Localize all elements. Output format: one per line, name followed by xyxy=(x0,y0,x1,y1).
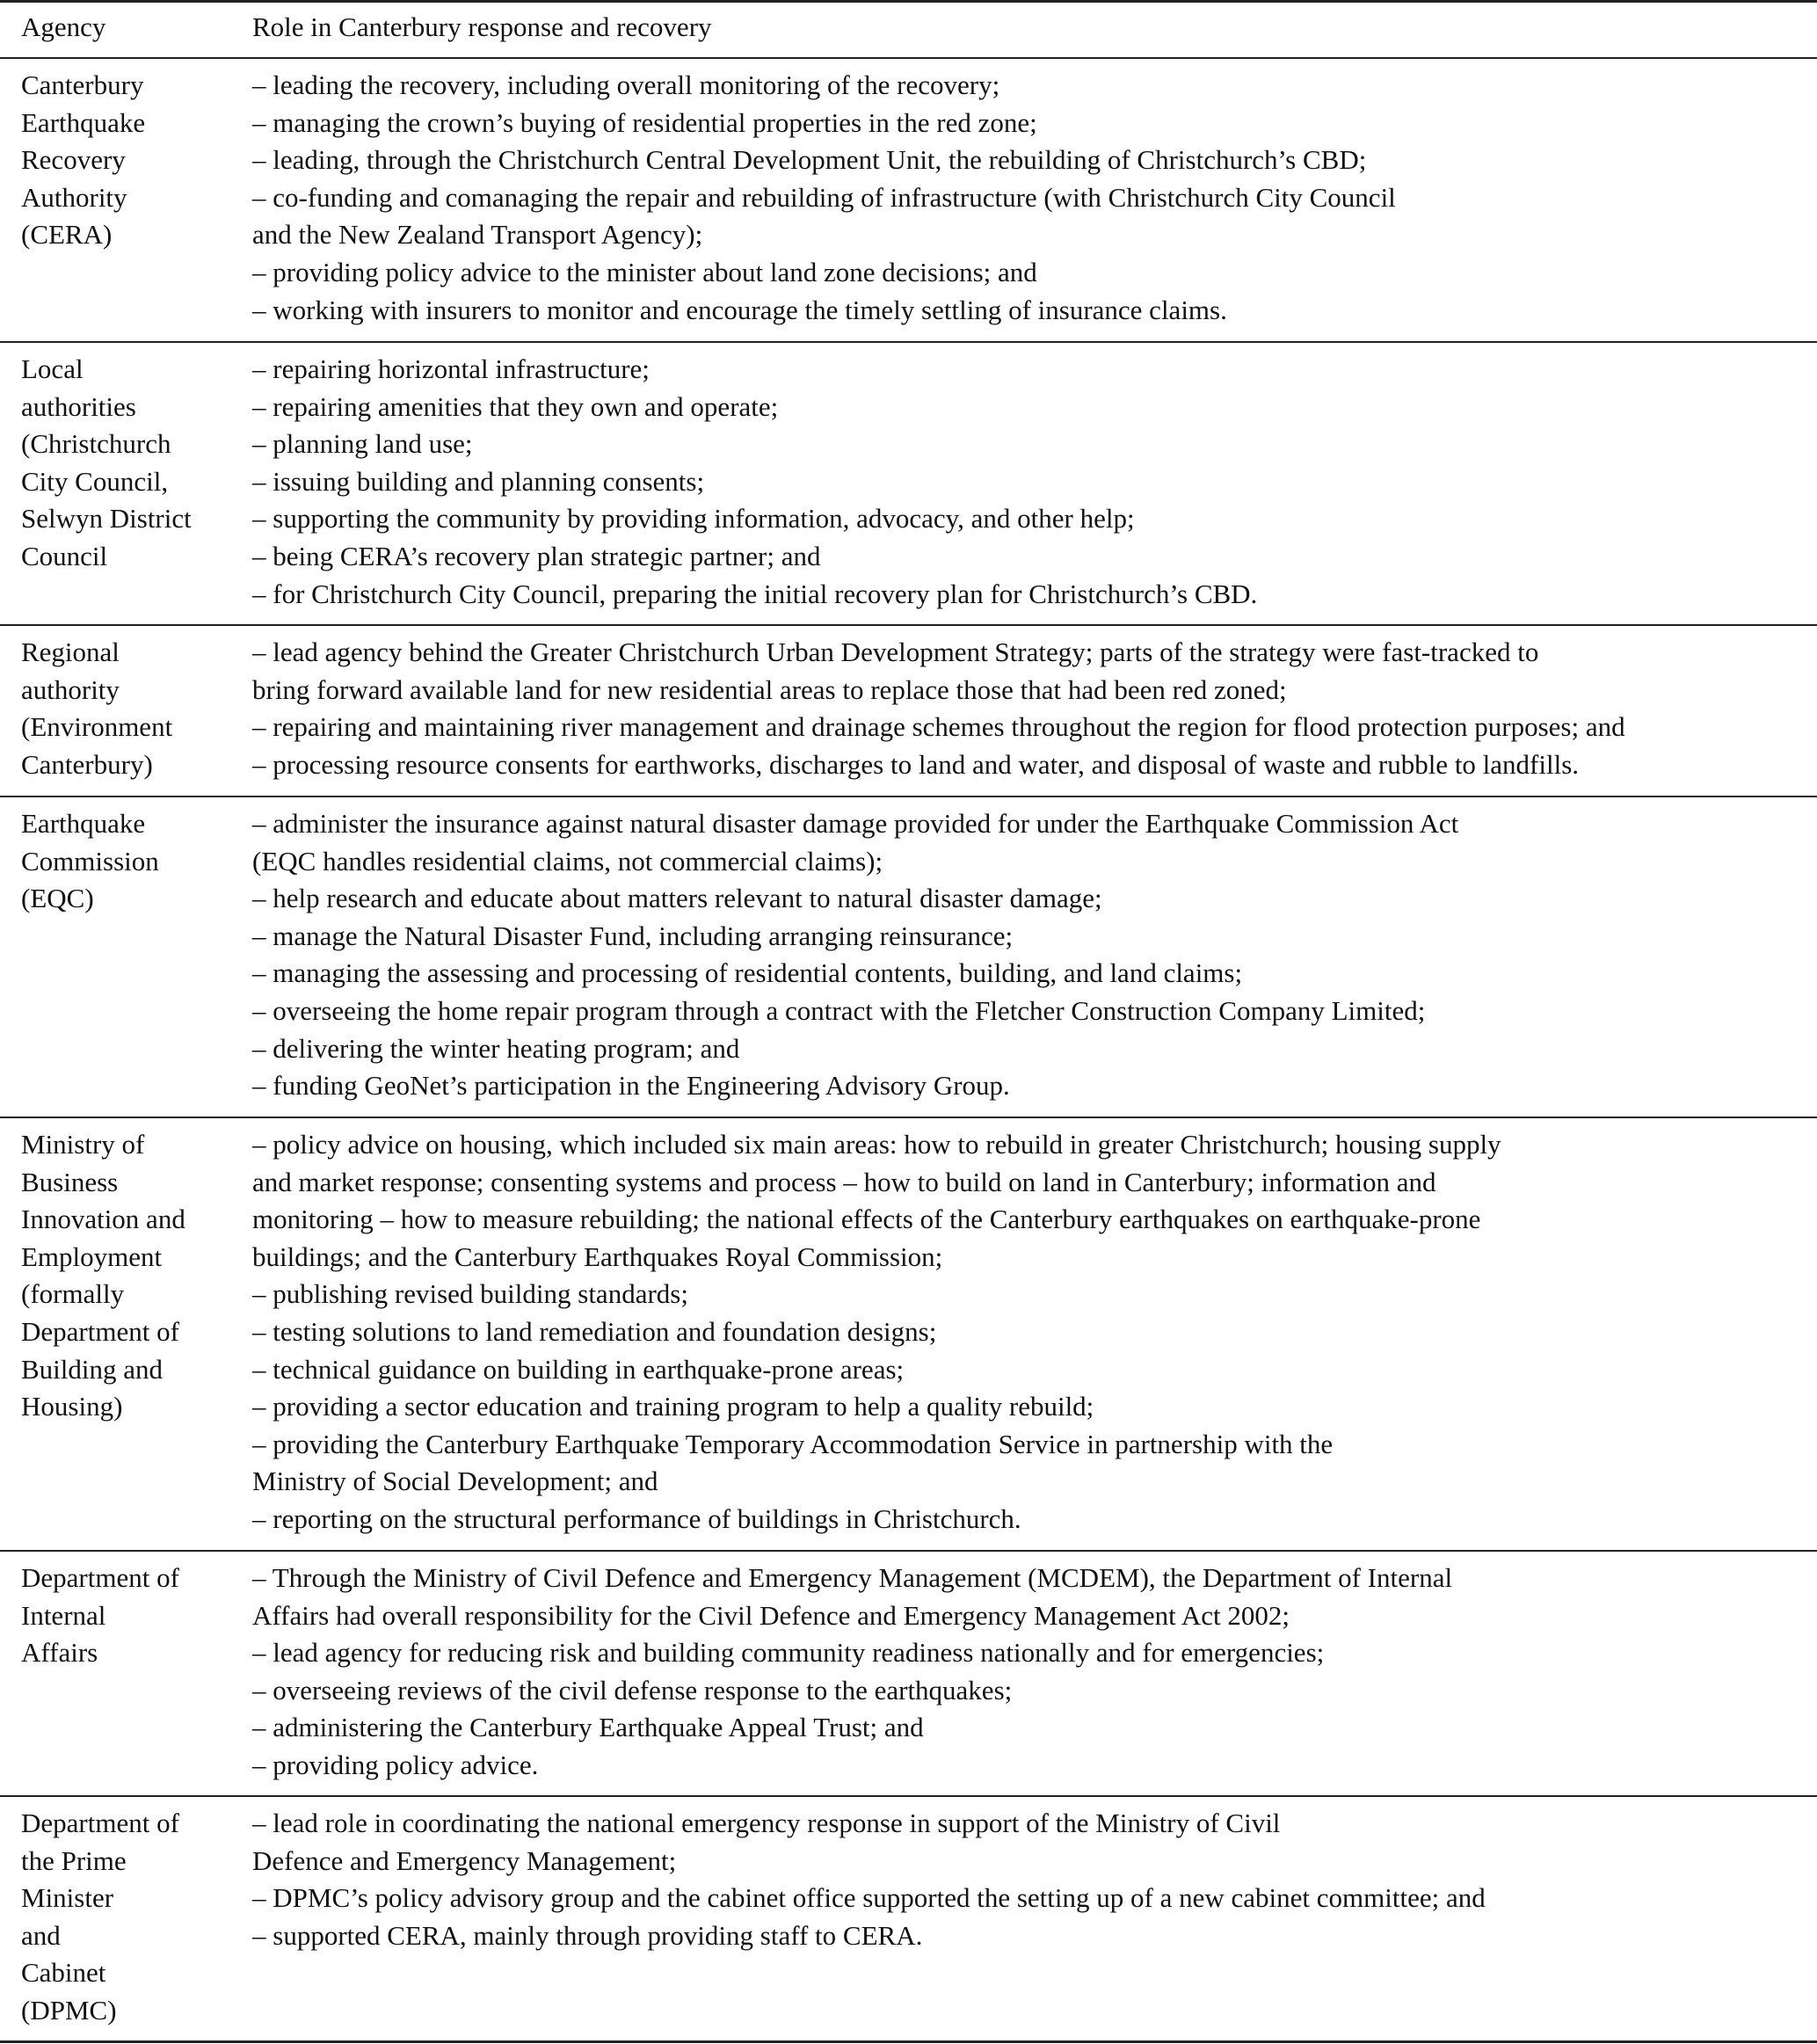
role-line: – providing the Canterbury Earthquake Temporary Accommodation Service in partnership with the xyxy=(252,1428,1334,1459)
agency-line: Regional xyxy=(21,636,120,667)
role-line: – repairing and maintaining river management and drainage schemes throughout the region for flood protection purposes; and xyxy=(252,711,1625,743)
table-row xyxy=(0,797,1817,1117)
agency-cell xyxy=(21,1126,241,1426)
agency-line: (Environment xyxy=(21,711,173,743)
role-line: – policy advice on housing, which included six main areas: how to rebuild in greater Christchurch; housing supply xyxy=(252,1129,1501,1160)
agency-line: Department of xyxy=(21,1562,179,1593)
role-cell xyxy=(252,67,1813,329)
role-line: – leading, through the Christchurch Central Development Unit, the rebuilding of Christchurch’s CBD; xyxy=(252,144,1367,176)
role-line: – lead agency behind the Greater Christchurch Urban Development Strategy; parts of the strategy were fast-tracked to xyxy=(252,636,1539,667)
agency-line: Selwyn District xyxy=(21,503,192,535)
agency-line: Building and xyxy=(21,1353,164,1385)
role-line: – help research and educate about matters relevant to natural disaster damage; xyxy=(252,883,1102,914)
table-row xyxy=(0,1796,1817,2041)
agency-line: Minister xyxy=(21,1882,114,1914)
table-row xyxy=(0,342,1817,625)
role-line: – lead agency for reducing risk and building community readiness nationally and for emergencies; xyxy=(252,1637,1325,1669)
agency-line: (Christchurch xyxy=(21,428,171,460)
agency-line: Authority xyxy=(21,181,127,213)
agency-cell xyxy=(21,67,241,254)
agency-line: Canterbury xyxy=(21,69,144,100)
role-line: – Through the Ministry of Civil Defence and Emergency Management (MCDEM), the Department of Internal xyxy=(252,1562,1453,1593)
role-cell xyxy=(252,1805,1813,1954)
agency-line: Innovation and xyxy=(21,1204,185,1235)
role-line: – publishing revised building standards; xyxy=(252,1278,688,1310)
role-line: – DPMC’s policy advisory group and the cabinet office supported the setting up of a new cabinet committee; and xyxy=(252,1882,1486,1914)
agency-line: and xyxy=(21,1919,61,1951)
role-line: – administering the Canterbury Earthquake Appeal Trust; and xyxy=(252,1712,924,1743)
role-line: Affairs had overall responsibility for the Civil Defence and Emergency Management Act 2002; xyxy=(252,1599,1290,1631)
role-line: – managing the crown’s buying of residential properties in the red zone; xyxy=(252,106,1037,138)
agency-line: authority xyxy=(21,673,120,705)
role-line: (EQC handles residential claims, not commercial claims); xyxy=(252,845,883,877)
table-row xyxy=(0,625,1817,797)
role-line: – administer the insurance against natural disaster damage provided for under the Earthquake Commission Act xyxy=(252,808,1459,839)
role-line: bring forward available land for new residential areas to replace those that had been red zoned; xyxy=(252,673,1287,705)
role-line: – issuing building and planning consents; xyxy=(252,465,705,497)
agency-cell xyxy=(21,1805,241,2030)
role-line: Defence and Emergency Management; xyxy=(252,1844,677,1876)
agency-line: authorities xyxy=(21,390,136,422)
role-line: – supporting the community by providing information, advocacy, and other help; xyxy=(252,503,1135,535)
table-row xyxy=(0,1117,1817,1551)
agency-line: Commission xyxy=(21,845,159,877)
header-agency: Agency xyxy=(21,11,106,42)
bottom-rule xyxy=(0,2040,1817,2043)
role-line: – processing resource consents for earthworks, discharges to land and water, and disposal of waste and rubble to landfills. xyxy=(252,748,1580,780)
header-role: Role in Canterbury response and recovery xyxy=(252,11,712,42)
role-line: – providing a sector education and training program to help a quality rebuild; xyxy=(252,1391,1094,1422)
role-line: – managing the assessing and processing of residential contents, building, and land claims; xyxy=(252,957,1243,989)
role-line: – testing solutions to land remediation and foundation designs; xyxy=(252,1315,937,1347)
agency-cell xyxy=(21,805,241,918)
agency-line: (formally xyxy=(21,1278,125,1310)
role-line: – for Christchurch City Council, preparing the initial recovery plan for Christchurch’s CBD. xyxy=(252,578,1258,609)
agency-line: Department of xyxy=(21,1808,179,1838)
agency-line: Housing) xyxy=(21,1391,123,1422)
agency-line: Council xyxy=(21,540,108,571)
table-row xyxy=(0,1551,1817,1796)
role-line: and the New Zealand Transport Agency); xyxy=(252,219,703,251)
role-cell xyxy=(252,634,1813,783)
role-cell xyxy=(252,1560,1813,1785)
agency-line: Ministry of xyxy=(21,1129,145,1160)
role-line: – lead role in coordinating the national emergency response in support of the Ministry of Civil xyxy=(252,1808,1281,1838)
agency-line: Department of xyxy=(21,1315,179,1347)
header-row xyxy=(0,0,1817,58)
agency-line: City Council, xyxy=(21,465,169,497)
role-line: – planning land use; xyxy=(252,428,473,460)
role-line: – co-funding and comanaging the repair and rebuilding of infrastructure (with Christchurch City Council xyxy=(252,181,1396,213)
role-line: – repairing horizontal infrastructure; xyxy=(252,353,650,384)
role-cell xyxy=(252,351,1813,613)
agency-line: Recovery xyxy=(21,144,126,176)
agency-line: Cabinet xyxy=(21,1957,106,1989)
agency-line: Earthquake xyxy=(21,808,146,839)
role-line: – leading the recovery, including overall monitoring of the recovery; xyxy=(252,69,1000,100)
role-cell xyxy=(252,1126,1813,1538)
role-line: monitoring – how to measure rebuilding; the national effects of the Canterbury earthquakes on earthquake-prone xyxy=(252,1204,1481,1235)
agency-line: the Prime xyxy=(21,1844,127,1876)
agency-cell xyxy=(21,1560,241,1672)
role-line: – being CERA’s recovery plan strategic partner; and xyxy=(252,540,821,571)
role-line: – supported CERA, mainly through providing staff to CERA. xyxy=(252,1919,923,1951)
agency-line: Internal xyxy=(21,1599,106,1631)
role-line: – technical guidance on building in earthquake-prone areas; xyxy=(252,1353,905,1385)
role-line: and market response; consenting systems and process – how to build on land in Canterbury; information and xyxy=(252,1166,1436,1197)
agency-line: Local xyxy=(21,353,84,384)
role-line: – funding GeoNet’s participation in the Engineering Advisory Group. xyxy=(252,1070,1010,1102)
role-line: – manage the Natural Disaster Fund, including arranging reinsurance; xyxy=(252,920,1014,951)
agency-line: (CERA) xyxy=(21,219,113,251)
role-line: – delivering the winter heating program; and xyxy=(252,1032,740,1064)
agency-line: Affairs xyxy=(21,1637,98,1669)
role-cell xyxy=(252,805,1813,1105)
role-line: – providing policy advice. xyxy=(252,1749,539,1780)
role-line: – working with insurers to monitor and encourage the timely settling of insurance claims. xyxy=(252,294,1227,325)
role-line: – overseeing the home repair program through a contract with the Fletcher Construction Company Limited; xyxy=(252,994,1426,1026)
role-line: – reporting on the structural performance of buildings in Christchurch. xyxy=(252,1502,1021,1534)
role-line: – overseeing reviews of the civil defense response to the earthquakes; xyxy=(252,1674,1013,1706)
agency-line: Canterbury) xyxy=(21,748,153,780)
role-line: buildings; and the Canterbury Earthquakes Royal Commission; xyxy=(252,1240,943,1272)
table-row xyxy=(0,58,1817,342)
agency-line: (DPMC) xyxy=(21,1994,117,2026)
role-line: – repairing amenities that they own and operate; xyxy=(252,390,779,422)
agency-cell xyxy=(21,634,241,783)
agency-cell xyxy=(21,351,241,576)
role-line: Ministry of Social Development; and xyxy=(252,1466,658,1497)
agency-line: Business xyxy=(21,1166,119,1197)
role-line: – providing policy advice to the minister about land zone decisions; and xyxy=(252,256,1037,287)
agency-line: (EQC) xyxy=(21,883,94,914)
agency-line: Earthquake xyxy=(21,106,146,138)
agency-line: Employment xyxy=(21,1240,163,1272)
